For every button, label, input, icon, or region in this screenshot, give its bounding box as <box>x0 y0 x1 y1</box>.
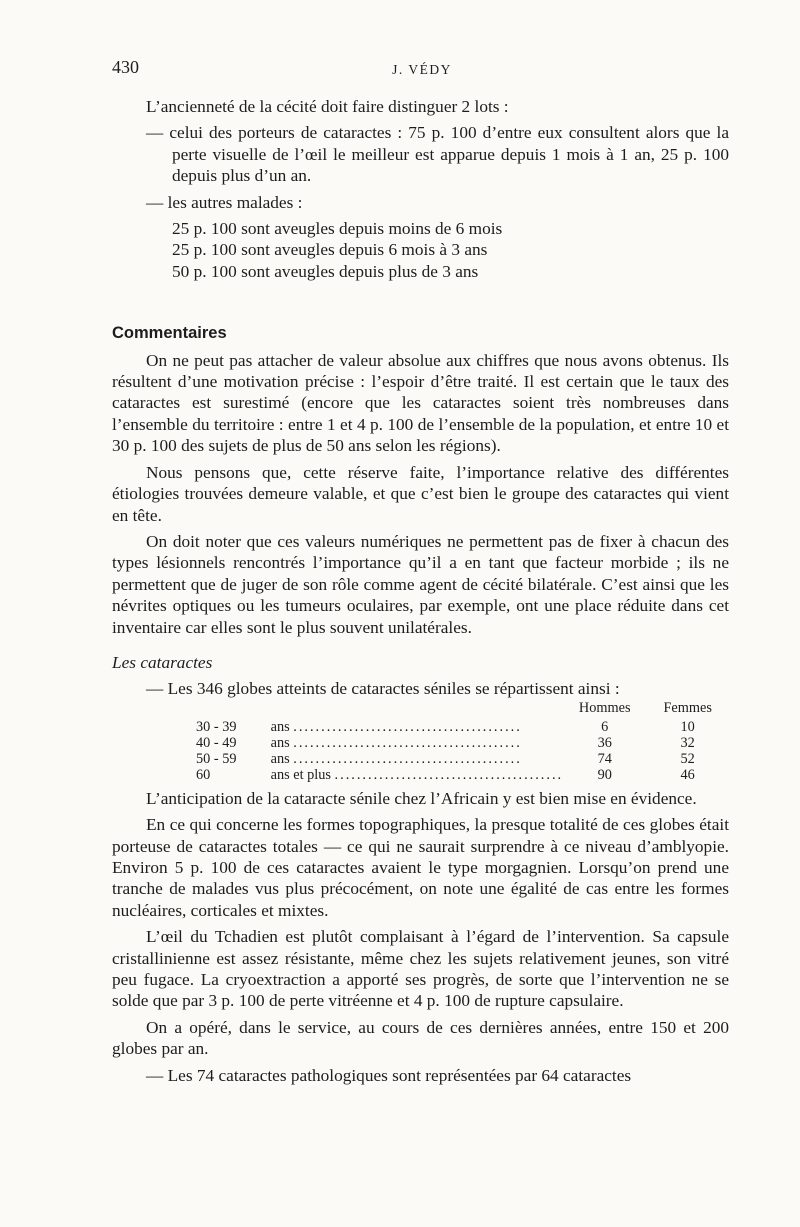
hommes-value: 74 <box>597 750 612 767</box>
paragraph: L’œil du Tchadien est plutôt complaisant à l’égard de l’intervention. Sa capsule cristallinienne est assez résistante, même chez les sujets relativement jeunes, son vitré peu fugace. La cryoextraction a apporté ses progrès, de sorte que l’intervention ne se solde que par 3 p. 100 de perte vitréenne et 4 p. 100 de rupture capsulaire. <box>112 927 729 1011</box>
age-range: 50 - 59 <box>196 750 237 767</box>
age-label: ans <box>270 734 290 751</box>
age-range: 40 - 49 <box>196 734 237 751</box>
intro-item-cataract-carriers: — celui des porteurs de cataractes : 75 p. 100 d’entre eux consultent alors que la perte visuelle de l’œil le meilleur est apparue depuis 1 mois à 1 an, 25 p. 100 depuis plus d’un an. <box>146 123 729 186</box>
paragraph: On a opéré, dans le service, au cours de ces dernières années, entre 150 et 200 globes par an. <box>112 1017 729 1059</box>
femmes-value: 32 <box>680 734 695 751</box>
femmes-value: 46 <box>680 766 695 783</box>
table-row: 30 - 39 ans ......................................... 6 10 <box>196 719 729 735</box>
paragraph: On doit noter que ces valeurs numériques ne permettent pas de fixer à chacun des types lésionnels rencontrés l’importance qu’il a en tant que facteur morbide ; ils ne permettent que de juger de son rôle comme agent de cécité bilatérale. C’est ainsi que les névrites optiques ou les tumeurs oculaires, par exemple, ont une place réduite dans cet inventaire car elles sont le plus souvent unilatérales. <box>112 531 729 637</box>
column-header-hommes: Hommes <box>578 699 631 716</box>
hommes-value: 6 <box>601 718 609 735</box>
age-label: ans <box>270 718 290 735</box>
intro-lead: L’ancienneté de la cécité doit faire distinguer 2 lots : <box>146 97 509 116</box>
table-row: 50 - 59 ans ......................................... 74 52 <box>196 751 729 767</box>
section-title-commentaires: Commentaires <box>112 324 227 343</box>
paragraph: On ne peut pas attacher de valeur absolue aux chiffres que nous avons obtenus. Ils résultent d’une motivation précise : l’espoir d’être traité. Il est certain que le taux des cataractes est surestimé (encore que les cataractes soient très nombreuses dans l’ensemble du territoire : entre 1 et 4 p. 100 de l’ensemble de la population, et entre 10 et 30 p. 100 des sujets de plus de 50 ans selon les régions). <box>112 350 729 456</box>
age-range: 30 - 39 <box>196 718 237 735</box>
column-header-femmes: Femmes <box>663 699 712 716</box>
senile-cataract-table <box>196 700 729 783</box>
subsection-title-cataractes: Les cataractes <box>112 652 213 672</box>
age-label: ans <box>270 750 290 767</box>
age-label: ans et plus <box>270 766 331 783</box>
intro-item-other-patients: — les autres malades : <box>146 192 303 212</box>
running-head: J. VÉDY <box>392 62 452 77</box>
blindness-duration-list <box>172 218 729 282</box>
table-row: 60 ans et plus ......................................... 90 46 <box>196 767 729 783</box>
page-number: 430 <box>112 57 139 77</box>
paragraph: — Les 74 cataractes pathologiques sont représentées par 64 cataractes <box>146 1065 632 1085</box>
femmes-value: 52 <box>680 750 695 767</box>
list-item: 25 p. 100 sont aveugles depuis moins de 6 mois <box>172 219 503 239</box>
paragraph: L’anticipation de la cataracte sénile chez l’Africain y est bien mise en évidence. <box>146 788 697 808</box>
paragraph: Nous pensons que, cette réserve faite, l’importance relative des différentes étiologies trouvées demeure valable, et que c’est bien le groupe des cataractes qui vient en tête. <box>112 462 729 525</box>
table-row: 40 - 49 ans ......................................... 36 32 <box>196 735 729 751</box>
list-item: 25 p. 100 sont aveugles depuis 6 mois à 3 ans <box>172 240 488 260</box>
page-body <box>112 96 729 1086</box>
age-range: 60 <box>196 766 211 783</box>
hommes-value: 36 <box>597 734 612 751</box>
table-header-row <box>196 700 729 719</box>
hommes-value: 90 <box>597 766 612 783</box>
page-header <box>112 57 732 81</box>
list-item: 50 p. 100 sont aveugles depuis plus de 3 ans <box>172 261 479 281</box>
femmes-value: 10 <box>680 718 695 735</box>
cataract-table-intro: — Les 346 globes atteints de cataractes séniles se répartissent ainsi : <box>146 679 620 699</box>
paragraph: En ce qui concerne les formes topographiques, la presque totalité de ces globes était porteuse de cataractes totales — ce qui ne saurait surprendre à ce niveau d’amblyopie. Environ 5 p. 100 de ces cataractes avaient le type morgagnien. Lorsqu’on prend une tranche de malades vus plus précocément, on note une égalité de cas entre les formes nucléaires, corticales et mixtes. <box>112 815 729 920</box>
